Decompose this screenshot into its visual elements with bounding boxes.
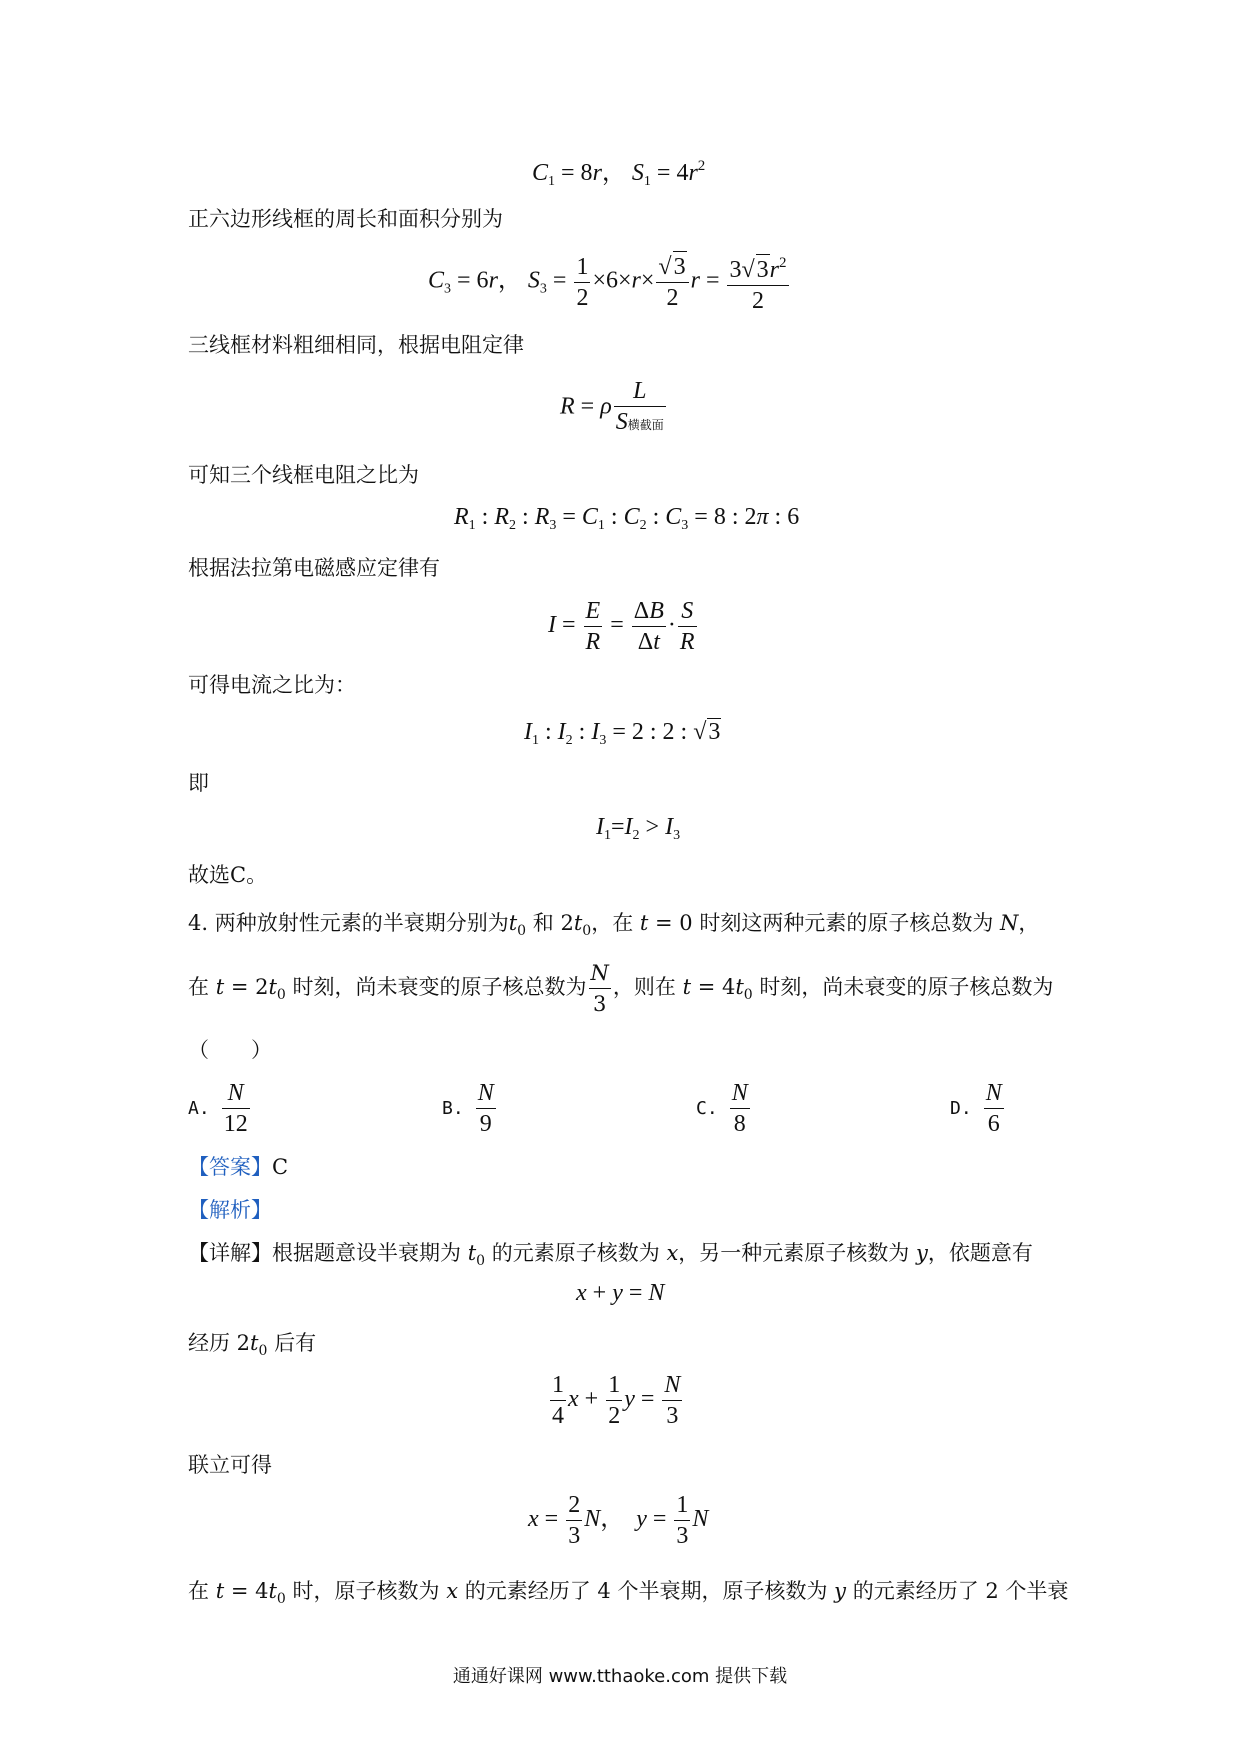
- option-a[interactable]: A. $\frac{N}{12}$: [188, 1080, 248, 1137]
- detail-line: 【详解】根据题意设半衰期为 $t_0$ 的元素原子核数为 x，另一种元素原子核数为 y，依题意有: [188, 1241, 1033, 1269]
- answer-line: [188, 1152, 288, 1182]
- text-current-ratio: 可得电流之比为：: [188, 673, 356, 697]
- question-4-paren: （ ）: [188, 1038, 272, 1062]
- formula-hexagon: $C_3 = 6r$， $S_3$ = $\frac{1}{2}$ ×6×r× $\frac{√3}{2}$ r = $\frac{3√3r^2}{2}$: [428, 248, 791, 316]
- option-b[interactable]: B. $\frac{N}{9}$: [442, 1080, 494, 1137]
- answer-tag: 【答案】: [188, 1155, 272, 1179]
- text-resistance-law: 三线框材料粗细相同，根据电阻定律: [188, 333, 524, 357]
- formula-after-2t0: $\frac{1}{4}$ x + $\frac{1}{2}$ y = $\frac{N}{3}$: [552, 1372, 681, 1429]
- formula-resistance-ratio: $R_1$ : $R_2$ : $R_3 = C_1$ : $C_2$ : $C_3 = 8$ : 2π : 6: [454, 504, 800, 533]
- text-choose: 故选C。: [188, 863, 268, 887]
- text-combine: 联立可得: [188, 1453, 272, 1477]
- text-last: 在 $t = 4t_0$ 时，原子核数为 x 的元素经历了 4 个半衰期，原子核数为 y 的元素经历了 2 个半衰: [188, 1579, 1069, 1607]
- page-footer: 通通好课网 www.tthaoke.com 提供下载: [452, 1666, 788, 1687]
- formula-square: $C_1 = 8r$， $S_1 = 4r^2$: [532, 158, 706, 189]
- text-ji: 即: [188, 771, 209, 795]
- text-hexagon: 正六边形线框的周长和面积分别为: [188, 207, 503, 231]
- answer-value: C: [272, 1155, 289, 1179]
- text-ratio-intro: 可知三个线框电阻之比为: [188, 463, 419, 487]
- formula-current-ratio: $I_1$ : $I_2$ : $I_3 = 2$ : 2 : √3: [524, 719, 721, 748]
- option-d[interactable]: D. $\frac{N}{6}$: [950, 1080, 1002, 1137]
- formula-sum: x + y = N: [576, 1280, 665, 1306]
- formula-faraday: I = $\frac{E}{R}$ = $\frac{\Delta B}{\Delta t}$ · $\frac{S}{R}$: [548, 598, 695, 655]
- text-after: 经历 $2t_0$ 后有: [188, 1331, 317, 1359]
- analysis-tag: 【解析】: [188, 1198, 272, 1222]
- question-4-line1: 4. 两种放射性元素的半衰期分别为$t_0$ 和 $2t_0$，在 t = 0 时刻这两种元素的原子核总数为 N，: [188, 911, 1040, 939]
- formula-current-compare: $I_1=I_2 > I_3$: [596, 814, 681, 843]
- formula-solution: x = $\frac{2}{3}$ N， y = $\frac{1}{3}$ N: [528, 1492, 709, 1549]
- formula-resistance: R = ρ $\frac{L}{\text{S横截面}}$: [560, 378, 664, 435]
- question-4-line2: 在 $t = 2t_0$ 时刻，尚未衰变的原子核总数为 $\frac{N}{3}$ ，则在 $t = 4t_0$ 时刻，尚未衰变的原子核总数为: [188, 958, 1053, 1020]
- text-faraday: 根据法拉第电磁感应定律有: [188, 556, 440, 580]
- option-c[interactable]: C. $\frac{N}{8}$: [696, 1080, 748, 1137]
- detail-tag: 【详解】: [188, 1241, 272, 1265]
